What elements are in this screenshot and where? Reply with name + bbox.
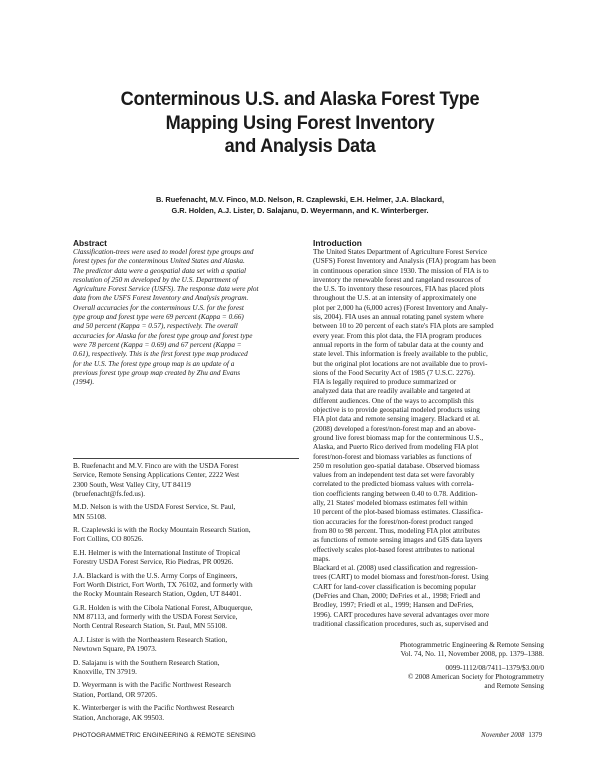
introduction-line: Alaska, and Puerto Rico derived from modeling FIA plot — [313, 443, 479, 452]
paper-title — [77, 88, 523, 159]
introduction-line: 10 percent of the plot-based biomass estimates. Classifica- — [313, 508, 483, 517]
affiliation-line: R. Czaplewski is with the Rocky Mountain Research Station, — [73, 526, 251, 535]
abstract-heading: Abstract — [73, 238, 107, 248]
introduction-line: different audiences. One of the ways to accomplish this — [313, 396, 474, 405]
introduction-line: FIA plot data and remote sensing imagery. Blackard et al. — [313, 415, 480, 424]
affiliation-note — [73, 503, 299, 522]
affiliation-note — [73, 526, 299, 545]
introduction-line: objective is to provide geospatial modeled products using — [313, 406, 480, 415]
introduction-line: as functions of remote sensing images and GIS data layers — [313, 536, 483, 545]
abstract-line: Classification-trees were used to model forest type groups and — [73, 248, 254, 256]
introduction-line: Brodley, 1997; Friedl et al., 1999; Hansen and DeFries, — [313, 601, 474, 610]
introduction-line: the U.S. To inventory these resources, FIA has placed plots — [313, 285, 485, 294]
affiliation-note — [73, 462, 299, 499]
issue-date: November 2008 — [481, 732, 525, 739]
journal-copyright: © 2008 American Society for Photogrammetry — [407, 672, 544, 681]
abstract-line: type group and forest type were 69 percent (Kappa = 0.66) — [73, 313, 244, 322]
footnote-divider — [73, 458, 299, 459]
affiliation-line: E.H. Helmer is with the International Institute of Tropical — [73, 548, 241, 557]
introduction-line: ground live forest biomass map for the conterminous U.S., — [313, 433, 484, 442]
affiliation-note — [73, 659, 299, 678]
introduction-line: sis, 2004). FIA uses an annual rotating panel system where — [313, 313, 484, 322]
author-line: G.R. Holden, A.J. Lister, D. Salajanu, D. Weyermann, and K. Winterberger. — [171, 206, 429, 215]
introduction-line: traditional classification procedures, such as, supervised and — [313, 619, 489, 628]
introduction-line: annual reports in the form of tabular data at the county and — [313, 340, 484, 349]
affiliation-line: (bruefenacht@fs.fed.us). — [73, 489, 146, 498]
affiliation-note — [73, 681, 299, 700]
affiliations — [73, 462, 299, 727]
abstract-section — [73, 238, 299, 387]
abstract-line: data from the USFS Forest Inventory and Analysis program. — [73, 294, 249, 303]
affiliation-line: D. Salajanu is with the Southern Research Station, — [73, 658, 220, 667]
page-footer — [481, 732, 542, 739]
introduction-line: 250 m resolution geo-spatial database. Observed biomass — [313, 461, 480, 470]
affiliation-note — [73, 604, 299, 632]
affiliation-note — [73, 549, 299, 568]
introduction-line: ally, 21 States' modeled biomass estimates fell within — [313, 499, 468, 508]
introduction-line: tion coefficients ranging between 0.40 to 0.78. Addition- — [313, 489, 478, 498]
introduction-line: (DeFries and Chan, 2000; DeFries et al., 1998; Friedl and — [313, 591, 481, 600]
introduction-heading: Introduction — [313, 238, 362, 248]
abstract-line: for the U.S. The forest type group map is an update of a — [73, 359, 235, 368]
abstract-body — [73, 248, 299, 387]
abstract-line: and 50 percent (Kappa = 0.57), respectively. The overall — [73, 322, 238, 331]
introduction-line: correlated to the predicted biomass values with correla- — [313, 480, 474, 489]
introduction-line: from 80 to 98 percent. Thus, modeling FIA plot attributes — [313, 526, 480, 535]
affiliation-line: Fort Collins, CO 80526. — [73, 535, 144, 544]
affiliation-line: D. Weyermann is with the Pacific Northwest Research — [73, 681, 231, 690]
abstract-line: Overall accuracies for the conterminous U.S. for the forest — [73, 303, 244, 312]
affiliation-line: M.D. Nelson is with the USDA Forest Service, St. Paul, — [73, 503, 236, 512]
abstract-line: (1994). — [73, 378, 95, 387]
introduction-line: The United States Department of Agriculture Forest Service — [313, 248, 488, 256]
affiliation-line: Fort Worth District, Fort Worth, TX 76102, and formerly with — [73, 581, 253, 590]
affiliation-line: Service, Remote Sensing Applications Center, 2222 West — [73, 471, 240, 480]
journal-citation: Vol. 74, No. 11, November 2008, pp. 1379–1388. — [400, 650, 544, 659]
running-footer: PHOTOGRAMMETRIC ENGINEERING & REMOTE SENSING — [73, 732, 256, 739]
affiliation-note — [73, 704, 299, 723]
abstract-line: 0.61), respectively. This is the first forest type map produced — [73, 350, 248, 359]
introduction-line: between 10 to 20 percent of each state's FIA plots are sampled — [313, 322, 494, 331]
introduction-line: tion accuracies for the forest/non-forest product ranged — [313, 517, 473, 526]
affiliation-line: K. Winterberger is with the Pacific Northwest Research — [73, 704, 235, 713]
title-line: Mapping Using Forest Inventory — [165, 111, 435, 134]
affiliation-line: the Rocky Mountain Research Station, Ogden, UT 84401. — [73, 590, 242, 599]
introduction-body — [313, 248, 543, 629]
introduction-line: plot per 2,000 ha (6,000 acres) (Forest Inventory and Analy- — [313, 303, 488, 312]
title-line: and Analysis Data — [224, 135, 376, 157]
introduction-line: 1996). CART procedures have several advantages over more — [313, 610, 490, 619]
introduction-line: state level. This information is freely available to the public, — [313, 350, 488, 359]
abstract-line: accuracies for Alaska for the forest type group and forest type — [73, 331, 253, 340]
introduction-line: sions of the Food Security Act of 1985 (7 U.S.C. 2276). — [313, 368, 475, 377]
author-list — [80, 194, 520, 216]
affiliation-line: 2300 South, West Valley City, UT 84119 — [73, 480, 191, 489]
affiliation-line: B. Ruefenacht and M.V. Finco are with the USDA Forest — [73, 462, 239, 470]
introduction-line: effectively scales plot-based forest attributes to national — [313, 545, 475, 554]
abstract-line: were 78 percent (Kappa = 0.69) and 67 percent (Kappa = — [73, 340, 242, 349]
page-number: 1379 — [528, 732, 542, 739]
introduction-line: inventory the renewable forest and rangeland resources of — [313, 275, 482, 284]
introduction-section — [313, 238, 543, 629]
author-line: B. Ruefenacht, M.V. Finco, M.D. Nelson, R. Czaplewski, E.H. Helmer, J.A. Blackard, — [155, 195, 445, 204]
introduction-line: CART for land-cover classification is becoming popular — [313, 582, 476, 591]
introduction-line: but the original plot locations are not available due to provi- — [313, 359, 488, 368]
affiliation-line: J.A. Blackard is with the U.S. Army Corps of Engineers, — [73, 571, 238, 580]
introduction-line: trees (CART) to model biomass and forest/non-forest. Using — [313, 573, 489, 582]
affiliation-line: Knoxville, TN 37919. — [73, 667, 137, 676]
introduction-line: Blackard et al. (2008) used classification and regression- — [313, 564, 478, 573]
abstract-line: The predictor data were a geospatial data set with a spatial — [73, 266, 247, 275]
journal-issn: 0099-1112/08/7411–1379/$3.00/0 — [445, 663, 544, 672]
introduction-line: throughout the U.S. at an intensity of approximately one — [313, 294, 477, 303]
abstract-line: forest types for the conterminous United States and Alaska. — [73, 257, 245, 266]
abstract-line: resolution of 250 m developed by the U.S. Department of — [73, 275, 239, 284]
abstract-line: previous forest type group map created by Zhu and Evans — [73, 368, 241, 377]
affiliation-note — [73, 636, 299, 655]
affiliation-note — [73, 572, 299, 600]
introduction-line: FIA is legally required to produce summarized or — [313, 378, 457, 387]
introduction-line: every year. From this plot data, the FIA program produces — [313, 331, 482, 340]
introduction-line: values from an independent test data set were favorably — [313, 471, 475, 480]
introduction-line: maps. — [313, 554, 331, 563]
affiliation-line: Station, Portland, OR 97205. — [73, 690, 158, 699]
introduction-line: analyzed data that are readily available and targeted at — [313, 387, 471, 396]
affiliation-line: Station, Anchorage, AK 99503. — [73, 713, 165, 722]
abstract-line: Agriculture Forest Service (USFS). The response data were plot — [73, 285, 259, 294]
affiliation-line: G.R. Holden is with the Cibola National Forest, Albuquerque, — [73, 603, 253, 612]
journal-name: Photogrammetric Engineering & Remote Sensing — [399, 641, 544, 649]
affiliation-line: MN 55108. — [73, 512, 107, 521]
journal-copyright-cont: and Remote Sensing — [484, 682, 544, 691]
affiliation-line: A.J. Lister is with the Northeastern Research Station, — [73, 635, 228, 644]
journal-info — [356, 641, 544, 691]
introduction-line: in continuous operation since 1930. The mission of FIA is to — [313, 266, 489, 275]
introduction-line: (USFS) Forest Inventory and Analysis (FIA) program has been — [313, 257, 496, 266]
affiliation-line: Newtown Square, PA 19073. — [73, 645, 157, 654]
affiliation-line: North Central Research Station, St. Paul, MN 55108. — [73, 622, 228, 631]
affiliation-line: NM 87113, and formerly with the USDA Forest Service, — [73, 613, 238, 622]
affiliation-line: Forestry USDA Forest Service, Rio Piedras, PR 00926. — [73, 558, 234, 567]
introduction-line: (2008) developed a forest/non-forest map and an above- — [313, 424, 476, 433]
introduction-line: forest/non-forest and biomass variables as functions of — [313, 452, 472, 461]
title-line: Conterminous U.S. and Alaska Forest Type — [120, 88, 480, 110]
